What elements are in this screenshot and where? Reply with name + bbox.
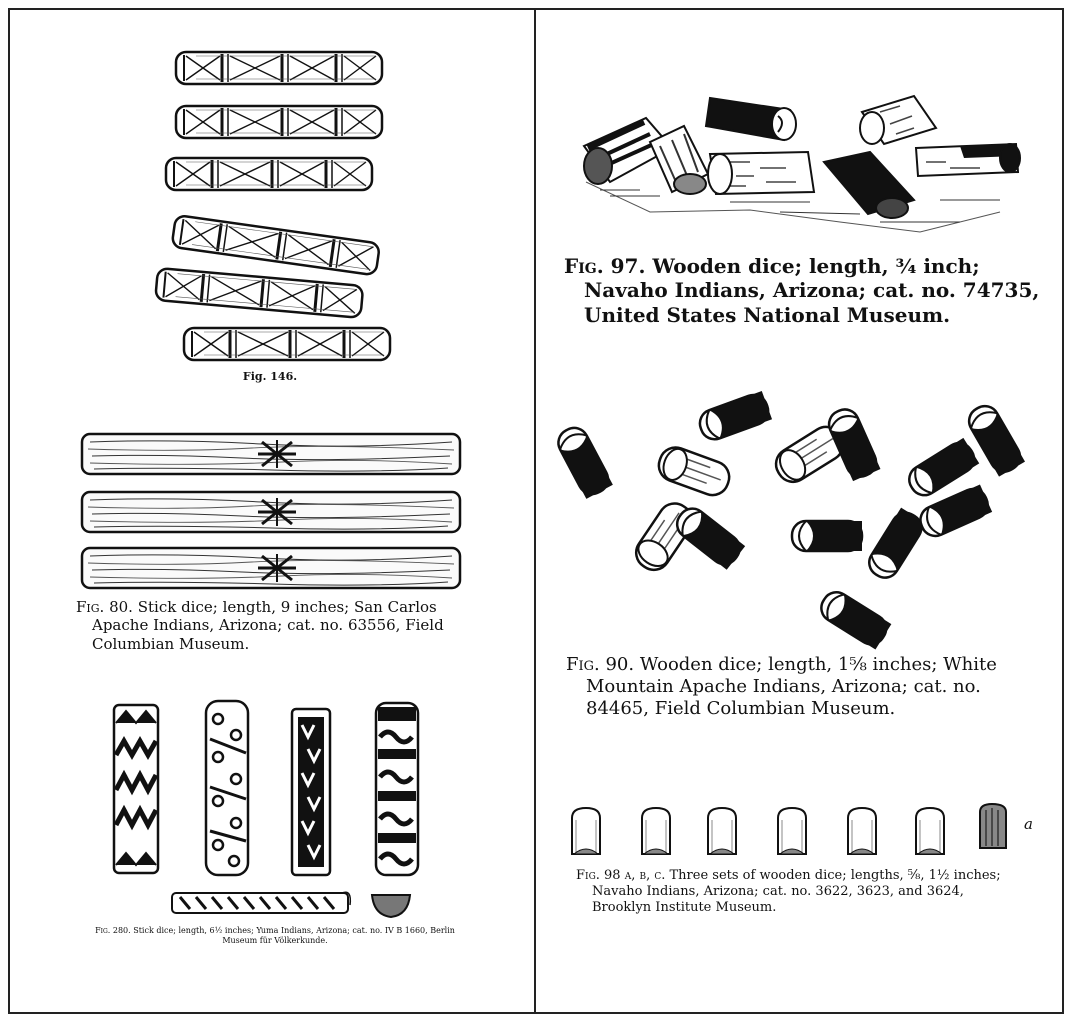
- fig146-stick-2: [176, 106, 382, 138]
- fig98-line-3: Brooklyn Institute Museum.: [592, 899, 777, 915]
- fig280-line-1: Stick dice; length, 6½ inches; Yuma Indians, Arizona; cat. no. IV B 1660, Berlin: [133, 926, 455, 935]
- fig280-line-2: Museum für Völkerkunde.: [222, 935, 328, 945]
- fig98-line-1: Three sets of wooden dice; lengths, ⅝, 1½ inches;: [669, 868, 1001, 883]
- fig80-illustration: [78, 430, 468, 595]
- fig280-lead: Fig. 280.: [95, 926, 131, 935]
- fig80-stick-2: [82, 492, 460, 532]
- fig98-caption: [576, 868, 1046, 916]
- fig97-line-3: United States National Museum.: [584, 302, 951, 327]
- fig90-die-11: [864, 508, 927, 583]
- fig98-die-5: [848, 808, 876, 854]
- fig80-caption: [76, 598, 496, 653]
- fig146-stick-5: [155, 268, 363, 318]
- fig98-marker: a: [1024, 815, 1033, 833]
- fig97-illustration: [580, 82, 1030, 247]
- fig280-caption: [40, 926, 510, 946]
- fig98-die-4: [778, 808, 806, 854]
- fig97-die-5: [824, 152, 914, 218]
- fig146-stick-3: [166, 158, 372, 190]
- fig90-die-13: [816, 587, 891, 650]
- fig146-illustration: [150, 40, 410, 370]
- fig90-line-3: 84465, Field Columbian Museum.: [586, 697, 896, 719]
- fig98-die-2: [642, 808, 670, 854]
- fig98-die-7: [980, 804, 1006, 848]
- fig90-die-10: [792, 521, 862, 551]
- fig280-stick-4: [376, 703, 418, 875]
- fig97-line-2: Navaho Indians, Arizona; cat. no. 74735,: [584, 278, 1040, 303]
- fig90-line-1: Wooden dice; length, 1⅝ inches; White: [639, 654, 997, 675]
- fig80-lead: Fig. 80.: [76, 598, 133, 616]
- fig97-die-7: [916, 144, 1020, 176]
- fig280-stick-3: [292, 709, 330, 875]
- fig80-stick-3: [82, 548, 460, 588]
- fig98-lead: Fig. 98 a, b, c.: [576, 868, 666, 883]
- fig90-die-2: [696, 391, 772, 443]
- fig80-line-2: Apache Indians, Arizona; cat. no. 63556, Field: [92, 616, 444, 635]
- fig98-die-1: [572, 808, 600, 854]
- fig98-die-6: [916, 808, 944, 854]
- fig90-die-3: [654, 443, 733, 500]
- fig80-line-3: Columbian Museum.: [92, 634, 250, 653]
- fig280-bowl: [372, 895, 410, 917]
- fig280-stick-1: [114, 705, 158, 873]
- fig280-illustration: [100, 695, 430, 925]
- fig280-lying-stick: [172, 892, 350, 913]
- fig146-stick-4: [172, 215, 380, 275]
- fig90-line-2: Mountain Apache Indians, Arizona; cat. no.: [586, 675, 981, 697]
- fig146-stick-6: [184, 328, 390, 360]
- fig97-line-1: Wooden dice; length, ¾ inch;: [652, 254, 980, 278]
- fig146-stick-1: [176, 52, 382, 84]
- fig80-stick-1: [82, 434, 460, 474]
- fig97-die-6: [860, 96, 936, 144]
- fig97-caption: [564, 254, 1044, 327]
- fig98-illustration: [568, 800, 1048, 860]
- fig98-die-3: [708, 808, 736, 854]
- fig90-illustration: [570, 375, 1040, 645]
- fig80-line-1: Stick dice; length, 9 inches; San Carlos: [137, 598, 437, 616]
- fig280-stick-2: [206, 701, 248, 875]
- fig97-lead: Fig. 97.: [564, 254, 646, 278]
- fig90-lead: Fig. 90.: [566, 654, 635, 675]
- fig98-line-2: Navaho Indians, Arizona; cat. no. 3622, 3623, and 3624,: [592, 883, 964, 899]
- fig90-die-9: [672, 503, 746, 570]
- page-divider: [534, 8, 536, 1014]
- fig90-caption: [566, 654, 1046, 720]
- fig97-die-4: [708, 152, 814, 194]
- fig146-caption: Fig. 146.: [242, 370, 298, 383]
- fig97-die-3: [706, 98, 796, 140]
